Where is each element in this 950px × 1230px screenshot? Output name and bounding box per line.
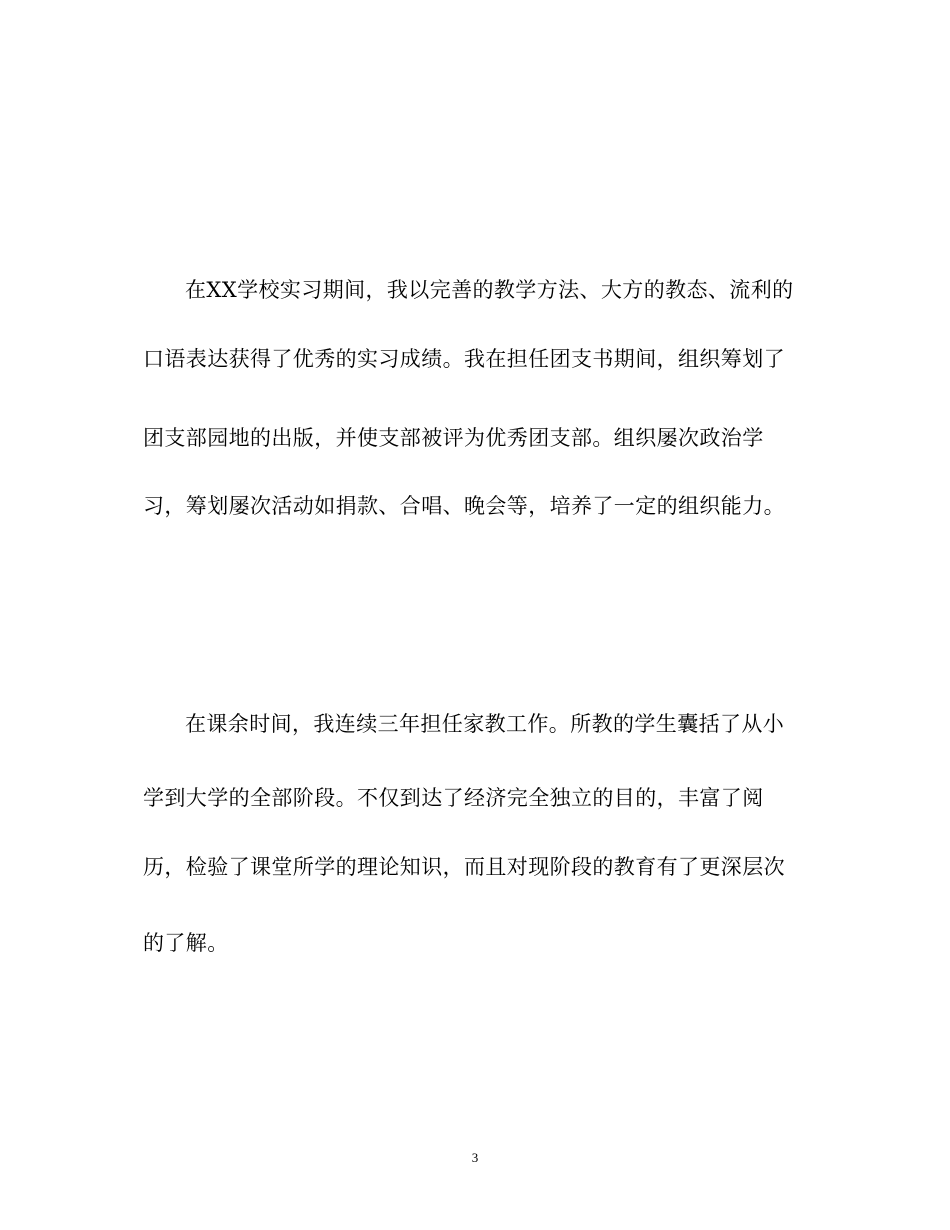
paragraph-line: 在课余时间，我连续三年担任家教工作。所教的学生囊括了从小 [185, 712, 785, 736]
paragraph-line: 习，筹划屡次活动如捐款、合唱、晚会等，培养了一定的组织能力。 [143, 494, 785, 518]
paragraph-line: 在XX学校实习期间，我以完善的教学方法、大方的教态、流利的 [185, 278, 794, 302]
paragraph-line: 口语表达获得了优秀的实习成绩。我在担任团支书期间，组织筹划了 [143, 347, 785, 371]
paragraph-line: 的了解。 [143, 931, 229, 955]
paragraph-line: 团支部园地的出版，并使支部被评为优秀团支部。组织屡次政治学 [143, 426, 764, 450]
paragraph-line: 学到大学的全部阶段。不仅到达了经济完全独立的目的，丰富了阅 [143, 786, 764, 810]
page-number: 3 [471, 1150, 479, 1165]
paragraph-line: 历，检验了课堂所学的理论知识，而且对现阶段的教育有了更深层次 [143, 855, 785, 879]
